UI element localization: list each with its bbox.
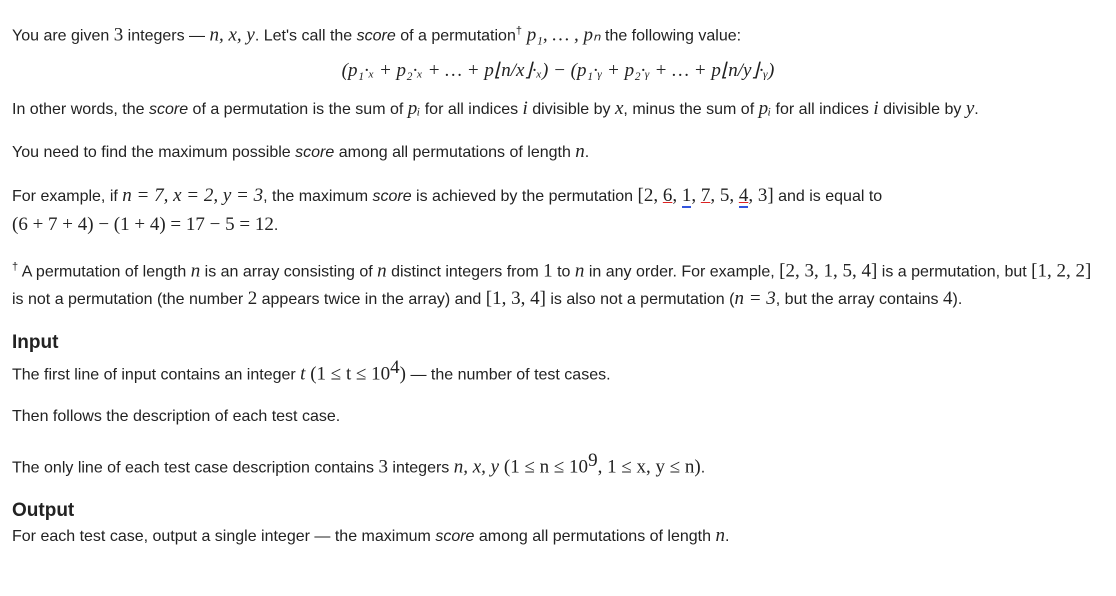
footnote-paragraph: † A permutation of length n is an array consisting of n distinct integers from 1 to n in any order. For example, [2, 3, 1, 5, 4] is a permutation, but [1, 2, 2] is not a permutation (the number 2 appears twice in the array) and [1, 3, 4] is also not a permutation (n = 3, but the array contains 4). xyxy=(12,260,1092,309)
input-paragraph-2: Then follows the description of each test case. xyxy=(12,407,341,425)
input-paragraph-3: The only line of each test case description contains 3 integers n, x, y ($1 \le n \le 10^9$, 1 ≤ x, y ≤ n). xyxy=(12,449,706,478)
footnote-marker: † xyxy=(515,25,522,37)
task-paragraph: You need to find the maximum possible score among all permutations of length n. xyxy=(12,141,590,163)
score-formula: (p₁·ₓ + p₂·ₓ + … + p⌊n/x⌋·ₓ) − (p₁·ᵧ + p₂·ᵧ + … + p⌊n/y⌋·ᵧ) xyxy=(341,60,775,82)
example-permutation: [2, 6, 1, 7, 5, 4, 3] xyxy=(637,185,774,207)
input-paragraph-1: The first line of input contains an integer t $(1 \le t \le 10^4)$ — the number of test cases. xyxy=(12,356,611,384)
output-heading: Output xyxy=(12,500,75,522)
example-paragraph: For example, if n = 7, x = 2, y = 3, the maximum score is achieved by the permutation [2, 6, 1, 7, 5, 4, 3] and is equal to (6 + 7 + 4) − (1 + 4) = 17 − 5 = 12. xyxy=(12,185,883,236)
explanation-paragraph: In other words, the score of a permutation is the sum of pᵢ for all indices i divisible by x, minus the sum of pᵢ for all indices i divisible by y. xyxy=(12,98,979,120)
intro-paragraph: You are given 3 integers — n, x, y. Let's call the score of a permutation† p₁, … , pₙ the following value: xyxy=(12,24,742,46)
output-paragraph: For each test case, output a single integer — the maximum score among all permutations of length n. xyxy=(12,525,730,547)
input-heading: Input xyxy=(12,331,59,353)
problem-statement xyxy=(0,18,1116,550)
